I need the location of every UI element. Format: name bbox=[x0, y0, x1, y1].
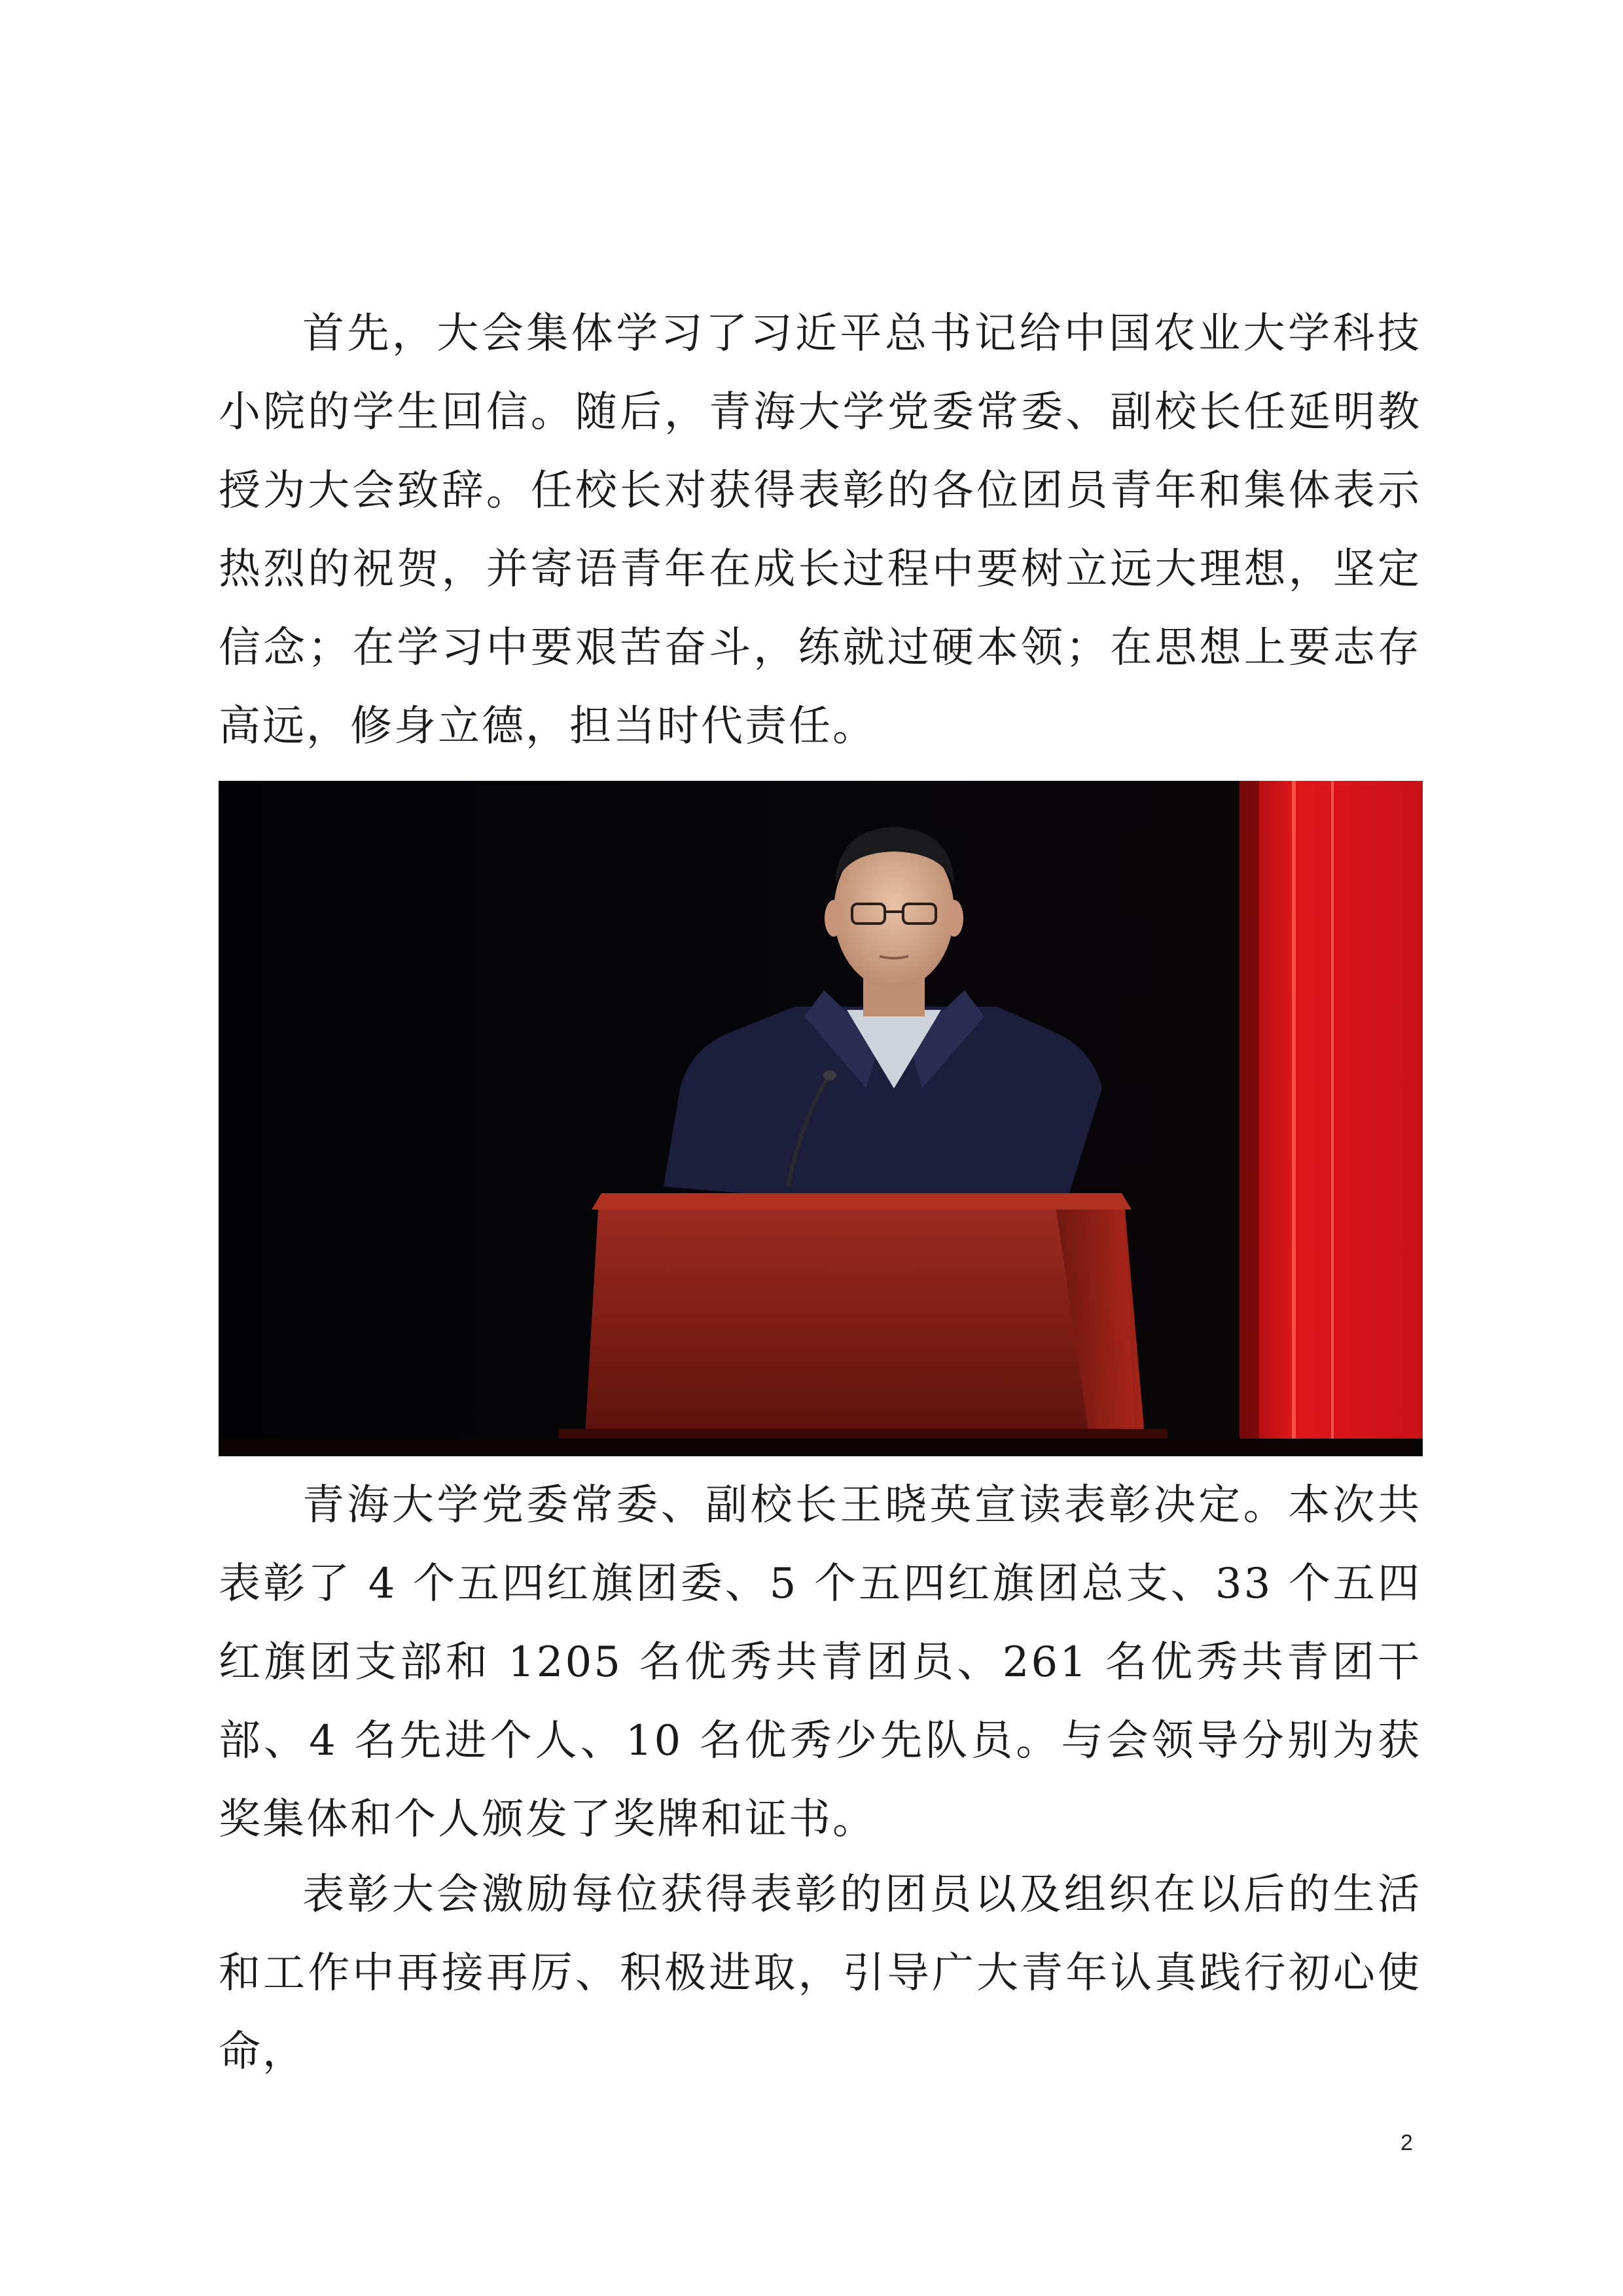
page-number: 2 bbox=[1400, 2130, 1413, 2155]
paragraph-award-decision: 青海大学党委常委、副校长王晓英宣读表彰决定。本次共表彰了 4 个五四红旗团委、5 个五四红旗团总支、33 个五四红旗团支部和 1205 名优秀共青团员、261 名优秀共青团干部、4 名先进个人、10 名优秀少先队员。与会领导分别为获奖集体和个人颁发了奖牌和证书。 bbox=[219, 1481, 1421, 1844]
speaker-at-podium-photo bbox=[219, 781, 1423, 1456]
paragraph-opening-speech: 首先，大会集体学习了习近平总书记给中国农业大学科技小院的学生回信。随后，青海大学党委常委、副校长任延明教授为大会致辞。任校长对获得表彰的各位团员青年和集体表示热烈的祝贺，并寄语青年在成长过程中要树立远大理想，坚定信念；在学习中要艰苦奋斗，练就过硬本领；在思想上要志存高远，修身立德，担当时代责任。 bbox=[219, 310, 1421, 751]
paragraph-encouragement: 表彰大会激励每位获得表彰的团员以及组织在以后的生活和工作中再接再厉、积极进取，引导广大青年认真践行初心使命， bbox=[219, 1871, 1421, 2076]
